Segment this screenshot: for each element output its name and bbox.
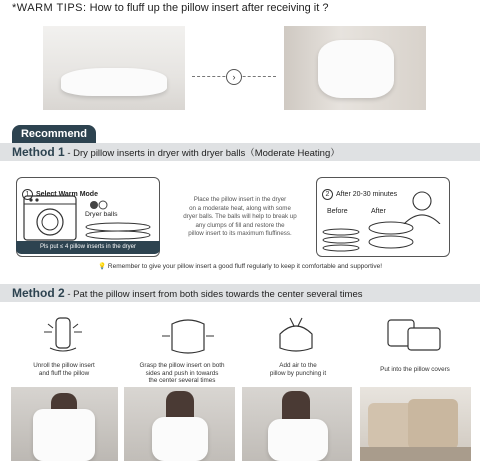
dryer-instructions: Place the pillow insert in the dryer on a moderate heat, along with some dryer balls. The balls will help to break up any clumps of fill and restore the pillow insert to its maximum fluffiness. <box>183 196 297 238</box>
step1-label: Select Warm Mode <box>36 191 98 198</box>
after-label: After <box>371 208 386 215</box>
grasp-photo <box>124 387 235 461</box>
step2-label: After 20-30 minutes <box>336 191 398 198</box>
unroll-photo <box>11 387 118 461</box>
method1-band: Method 1 - Dry pillow inserts in dryer with dryer balls（Moderate Heating） <box>0 143 480 161</box>
punch-photo <box>242 387 352 461</box>
fluffy-pillow-photo <box>284 26 426 110</box>
grasp-pillow-icon <box>158 316 218 356</box>
dryer-limit-strip: Pls put ≤ 4 pillow inserts in the dryer <box>16 241 160 254</box>
step1-box: 1 Select Warm Mode Dryer balls <box>16 177 160 257</box>
arrow-right-icon: › <box>226 69 242 85</box>
method1-description: Dry pillow inserts in dryer with dryer balls（Moderate Heating） <box>73 148 340 159</box>
title-text: How to fluff up the pillow insert after receiving it ? <box>89 2 329 14</box>
step-caption-1: Unroll the pillow insert and fluff the pillow <box>33 362 95 377</box>
pillows-stack-icon <box>83 222 153 240</box>
punch-pillow-icon <box>272 314 320 356</box>
dryer-balls-label: Dryer balls <box>85 211 118 218</box>
method2-band: Method 2 - Pat the pillow insert from both sides towards the center several times <box>0 284 480 302</box>
lightbulb-icon: 💡 <box>97 263 107 270</box>
flat-pillow-photo <box>43 26 185 110</box>
recommend-tab: Recommend <box>12 125 96 143</box>
method2-description: Pat the pillow insert from both sides towards the center several times <box>73 289 363 300</box>
dryer-balls-icon <box>89 199 109 211</box>
method2-number: Method 2 <box>12 286 65 300</box>
before-after-pillows-icon <box>321 218 445 254</box>
before-label: Before <box>327 208 348 215</box>
step-caption-3: Add air to the pillow by punching it <box>269 362 327 377</box>
step-caption-4: Put into the pillow covers <box>380 366 450 373</box>
pillow-covers-icon <box>386 318 442 354</box>
washing-machine-icon <box>23 195 77 241</box>
step-caption-2: Grasp the pillow insert on both sides and push in towards the center several times <box>139 362 225 384</box>
step2-box: 2 After 20-30 minutes Before After <box>316 177 450 257</box>
page-title: *WARM TIPS: How to fluff up the pillow insert after receiving it ? <box>12 2 329 14</box>
fluff-tip: 💡 Remember to give your pillow insert a good fluff regularly to keep it comfortable and supportive! <box>97 263 382 270</box>
method1-number: Method 1 <box>12 145 65 159</box>
covered-pillows-photo <box>360 387 471 461</box>
unroll-pillow-icon <box>40 314 86 356</box>
